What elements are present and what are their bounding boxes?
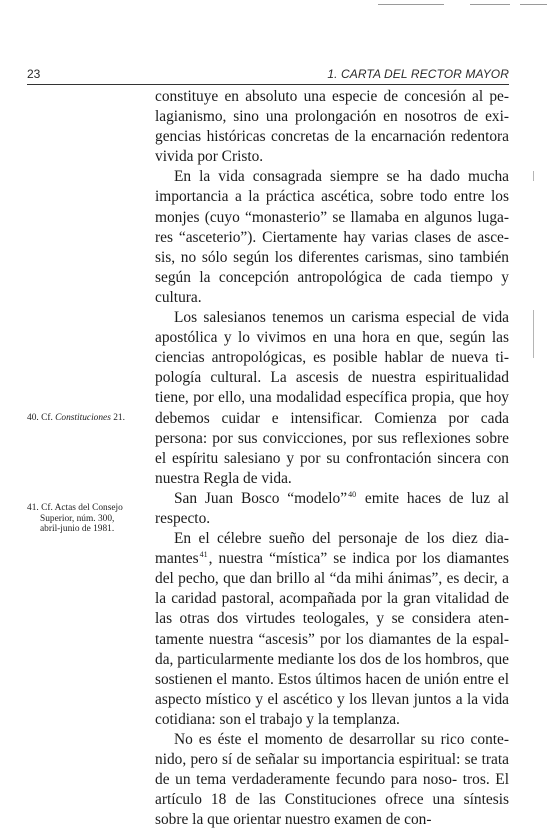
text-line: vivida por Cristo.	[155, 148, 264, 166]
footnote-number: 40.	[27, 413, 39, 423]
text-line: pología cultural. La ascesis de nuestra espiritualidad	[155, 369, 509, 387]
main-text-column	[155, 87, 509, 830]
footnote-text: Cf. Actas del Consejo	[41, 503, 123, 513]
text-line: En la vida consagrada siempre se ha dado mucha	[174, 168, 509, 186]
text-line: Los salesianos tenemos un carisma especial de vida	[174, 309, 509, 327]
text-line: tiene, por ello, una modalidad específica propia, que	[155, 389, 482, 407]
text-line: el espíritu salesiano y por su confrontación sincera con	[155, 449, 509, 467]
footnote-40	[27, 413, 145, 424]
margin-mark	[533, 310, 534, 358]
text-line: San Juan Bosco “modelo”	[174, 489, 348, 507]
margin-mark	[533, 171, 534, 181]
top-decorative-rule	[470, 4, 510, 5]
top-decorative-rule	[378, 4, 444, 5]
text-line: según la concepción antropológica de cada tiempo y	[155, 268, 509, 286]
footnote-number: 41.	[27, 503, 39, 513]
paragraph	[155, 529, 509, 730]
text-line: hoy debemos cuidar e intensificar. Comienza por cada	[155, 389, 509, 427]
text-line: importancia a la práctica ascética, sobre todo entre los	[155, 188, 509, 206]
text-line: que sostienen el manto. Estos últimos hacen de unión	[155, 650, 509, 688]
text-line: , nuestra “mística” se indica por los diamantes	[208, 550, 509, 568]
text-line: constituye en absoluto una especie de concesión al pe-	[155, 88, 509, 105]
paragraph	[155, 167, 509, 308]
text-line: nuestra Regla de vida.	[155, 469, 292, 487]
text-line: gencias históricas concretas de la encarnación redentora	[155, 128, 509, 146]
paragraph	[155, 87, 509, 167]
text-line: lagianismo, sino una prolongación en nosotros de exi-	[155, 108, 509, 126]
text-line: persona: por sus convicciones, por sus reflexiones sobre	[155, 429, 509, 447]
paragraph	[155, 730, 509, 830]
footnote-text: abril-junio de 1981.	[40, 524, 115, 535]
text-line: del pecho, que dan brillo al “da mihi ánimas”, es decir,	[155, 570, 498, 588]
text-line: monjes (cuyo “monasterio” se llamaba en algunos luga-	[155, 208, 509, 226]
text-line: tamente nuestra “ascesis” por los diamantes de la espal-	[155, 630, 509, 648]
text-line: entre el aspecto místico y el ascético y los llevan juntos	[155, 670, 509, 708]
paragraph	[155, 308, 509, 489]
page-number: 23	[27, 67, 41, 81]
text-line: ciencias antropológicas, es posible hablar de nueva ti-	[155, 349, 509, 367]
text-line: No es éste el momento de desarrollar su rico conte-	[174, 731, 509, 748]
text-line: cultura.	[155, 288, 202, 306]
text-line: sis, no sólo según los diferentes carismas, sino también	[155, 248, 509, 266]
top-decorative-rule	[520, 4, 547, 5]
text-line: apostólica y lo vivimos en una hora en que, según las	[155, 329, 509, 347]
text-line: En el célebre sueño del personaje de los diez dia-	[174, 530, 509, 548]
footnote-text: Superior, núm. 300,	[40, 513, 115, 524]
text-line: da, particularmente mediante los dos de los hombros,	[155, 650, 483, 668]
text-line: tros. El artículo 18 de las Constituciones ofrece una	[155, 771, 509, 809]
text-line: a la caridad pastoral, acompañada por la gran vitalidad	[155, 570, 509, 608]
footnote-text: Cf.	[41, 413, 53, 423]
footnote-text: 21.	[113, 413, 125, 423]
text-line: emite haces de luz al	[364, 489, 509, 507]
footnote-41	[27, 503, 145, 535]
text-line: respecto.	[155, 509, 211, 527]
text-line: mantes	[155, 550, 199, 568]
paragraph	[155, 489, 509, 529]
text-line: nido, pero sí de señalar su importancia espiritual: se	[155, 751, 478, 769]
text-line: trata de un tema verdaderamente fecundo para noso-	[155, 751, 509, 789]
footnote-text-italic: Constituciones	[55, 413, 111, 423]
chapter-title: 1. CARTA DEL RECTOR MAYOR	[327, 67, 509, 81]
text-line: res “asceterio”). Ciertamente hay varias clases de asce-	[155, 228, 509, 246]
footnote-ref-40[interactable]: 40	[348, 489, 357, 499]
text-line: de las otras dos virtudes teologales, y se considera aten-	[155, 590, 510, 628]
header-rule	[27, 84, 509, 85]
text-line: síntesis sobre la que orientar nuestro examen de con-	[155, 791, 509, 829]
text-line: a la vida cotidiana: son el trabajo y la templanza.	[155, 690, 510, 728]
footnote-ref-41[interactable]: 41	[199, 550, 208, 560]
running-head	[27, 67, 509, 83]
